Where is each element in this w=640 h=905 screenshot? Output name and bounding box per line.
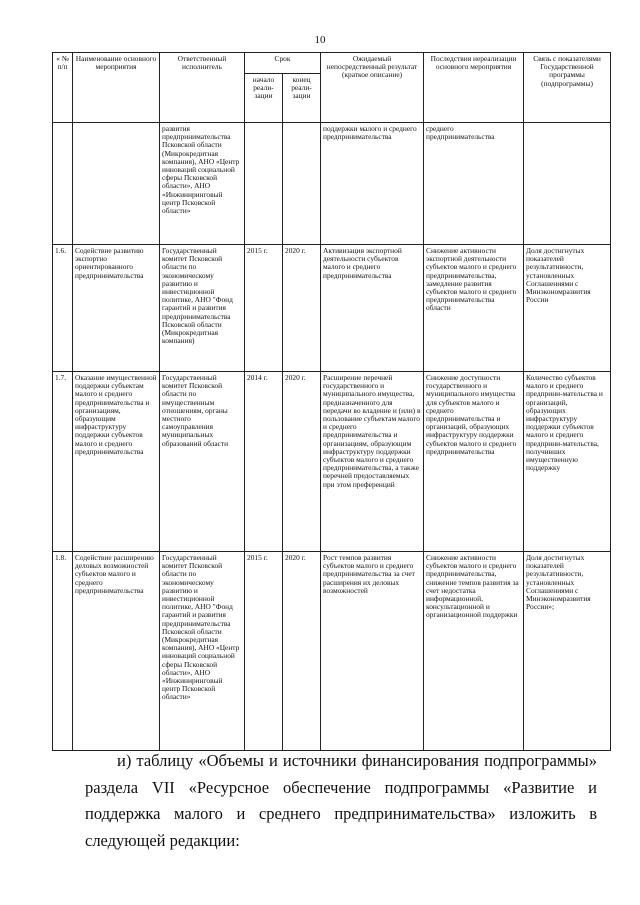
cell-consequences: Снижение доступности государственного и муниципального имущества для субъектов малого и среднего предпринимательства и организаций, образующих инфраструктуру поддержки субъектов малого и среднего предпринимательства bbox=[424, 372, 524, 552]
cell-result: поддержки малого и среднего предпринимательства bbox=[321, 123, 424, 245]
cell-result: Расширение перечней государственного и муниципального имущества, предназначенного для передачи во владение и (или) в пользование субъектам малого и среднего предпринимательства и организациям, образующим инфраструктуру поддержки субъектов малого и среднего предпринимательства, а также перечней предоставляемых при этом преференций bbox=[321, 372, 424, 552]
cell-link: Количество субъектов малого и среднего предприни-мательства и организаций, образующих инфраструктуру поддержки субъектов малого и среднего предприни-мательства, получивших имущественную поддержку bbox=[524, 372, 611, 552]
cell-start: 2015 г. bbox=[245, 552, 283, 751]
cell-responsible: Государственный комитет Псковской области по имущественным отношениям, органы местного самоуправления муниципальных образований области bbox=[160, 372, 245, 552]
paragraph-line: следующей редакции: bbox=[85, 830, 240, 850]
cell-start: 2014 г. bbox=[245, 372, 283, 552]
cell-start: 2015 г. bbox=[245, 245, 283, 372]
header-responsible: Ответственный исполнитель bbox=[160, 53, 245, 123]
cell-name: Оказание имущественной поддержки субъектам малого и среднего предпринимательства и организациям, образующим инфраструктуру поддержки субъектов малого и среднего предпринимательства bbox=[73, 372, 160, 552]
header-result: Ожидаемый непосредственный результат (краткое описание) bbox=[321, 53, 424, 123]
cell-end: 2020 г. bbox=[283, 552, 321, 751]
header-consequences: Последствия нереализации основного мероприятия bbox=[424, 53, 524, 123]
cell-num bbox=[53, 123, 73, 245]
cell-link: Доля достигнутых показателей результативности, установленных Соглашениями с Минэкономразвития России»; bbox=[524, 552, 611, 751]
table-row bbox=[53, 245, 611, 372]
cell-responsible: Государственный комитет Псковской области по экономическому развитию и инвестиционной политике, АНО "Фонд гарантий и развития предпринимательства Псковской области (Микрокредитная компания), АНО «Центр инноваций социальной сферы Псковской области», АНО «Инжиниринговый центр Псковской области» bbox=[160, 552, 245, 751]
cell-num: 1.7. bbox=[53, 372, 73, 552]
measures-table bbox=[52, 52, 611, 751]
amendment-paragraph bbox=[85, 748, 597, 854]
page-number: 10 bbox=[314, 34, 326, 46]
table-row bbox=[53, 372, 611, 552]
header-num: « № п/п bbox=[53, 53, 73, 123]
header-name: Наименование основного мероприятия bbox=[73, 53, 160, 123]
cell-end bbox=[283, 123, 321, 245]
cell-name bbox=[73, 123, 160, 245]
cell-consequences: Снижение активности экспортной деятельности субъектов малого и среднего предпринимательства, замедление развития субъектов малого и среднего предпринимательства области bbox=[424, 245, 524, 372]
cell-result: Активизация экспортной деятельности субъектов малого и среднего предпринимательства bbox=[321, 245, 424, 372]
table-row bbox=[53, 552, 611, 751]
header-term: Срок bbox=[245, 53, 321, 74]
paragraph-line: раздела VII «Ресурсное обеспечение подпрограммы «Развитие и bbox=[85, 777, 597, 797]
cell-link bbox=[524, 123, 611, 245]
cell-consequences: среднего предпринимательства bbox=[424, 123, 524, 245]
cell-num: 1.8. bbox=[53, 552, 73, 751]
cell-name: Содействие развитию экспортно ориентированного предпринимательства bbox=[73, 245, 160, 372]
cell-responsible: Государственный комитет Псковской области по экономическому развитию и инвестиционной политике, АНО "Фонд гарантий и развития предпринимательства Псковской области (Микрокредитная компания) bbox=[160, 245, 245, 372]
header-term-end: конец реали-зации bbox=[283, 74, 321, 123]
cell-link: Доля достигнутых показателей результативности, установленных Соглашениями с Минэкономразвития России bbox=[524, 245, 611, 372]
cell-num: 1.6. bbox=[53, 245, 73, 372]
paragraph-line: поддержка малого и среднего предпринимательства» изложить в bbox=[85, 804, 597, 823]
header-link: Связь с показателями Государственной программы (подпрограммы) bbox=[524, 53, 611, 123]
cell-start bbox=[245, 123, 283, 245]
cell-name: Содействие расширению деловых возможностей субъектов малого и среднего предпринимательства bbox=[73, 552, 160, 751]
cell-end: 2020 г. bbox=[283, 372, 321, 552]
cell-end: 2020 г. bbox=[283, 245, 321, 372]
cell-responsible: развития предпринимательства Псковской области (Микрокредитная компания), АНО «Центр инноваций социальной сферы Псковской области», АНО «Инжиниринговый центр Псковской области» bbox=[160, 123, 245, 245]
header-term-start: начало реали-зации bbox=[245, 74, 283, 123]
cell-consequences: Снижение активности субъектов малого и среднего предпринимательства, снижение темпов развития за счет недостатка информационной, консультационной и организационной поддержки bbox=[424, 552, 524, 751]
cell-result: Рост темпов развития субъектов малого и среднего предпринимательства за счет расширения их деловых возможностей bbox=[321, 552, 424, 751]
paragraph-line: и) таблицу «Объемы и источники финансирования подпрограммы» bbox=[117, 751, 597, 770]
table-row bbox=[53, 123, 611, 245]
